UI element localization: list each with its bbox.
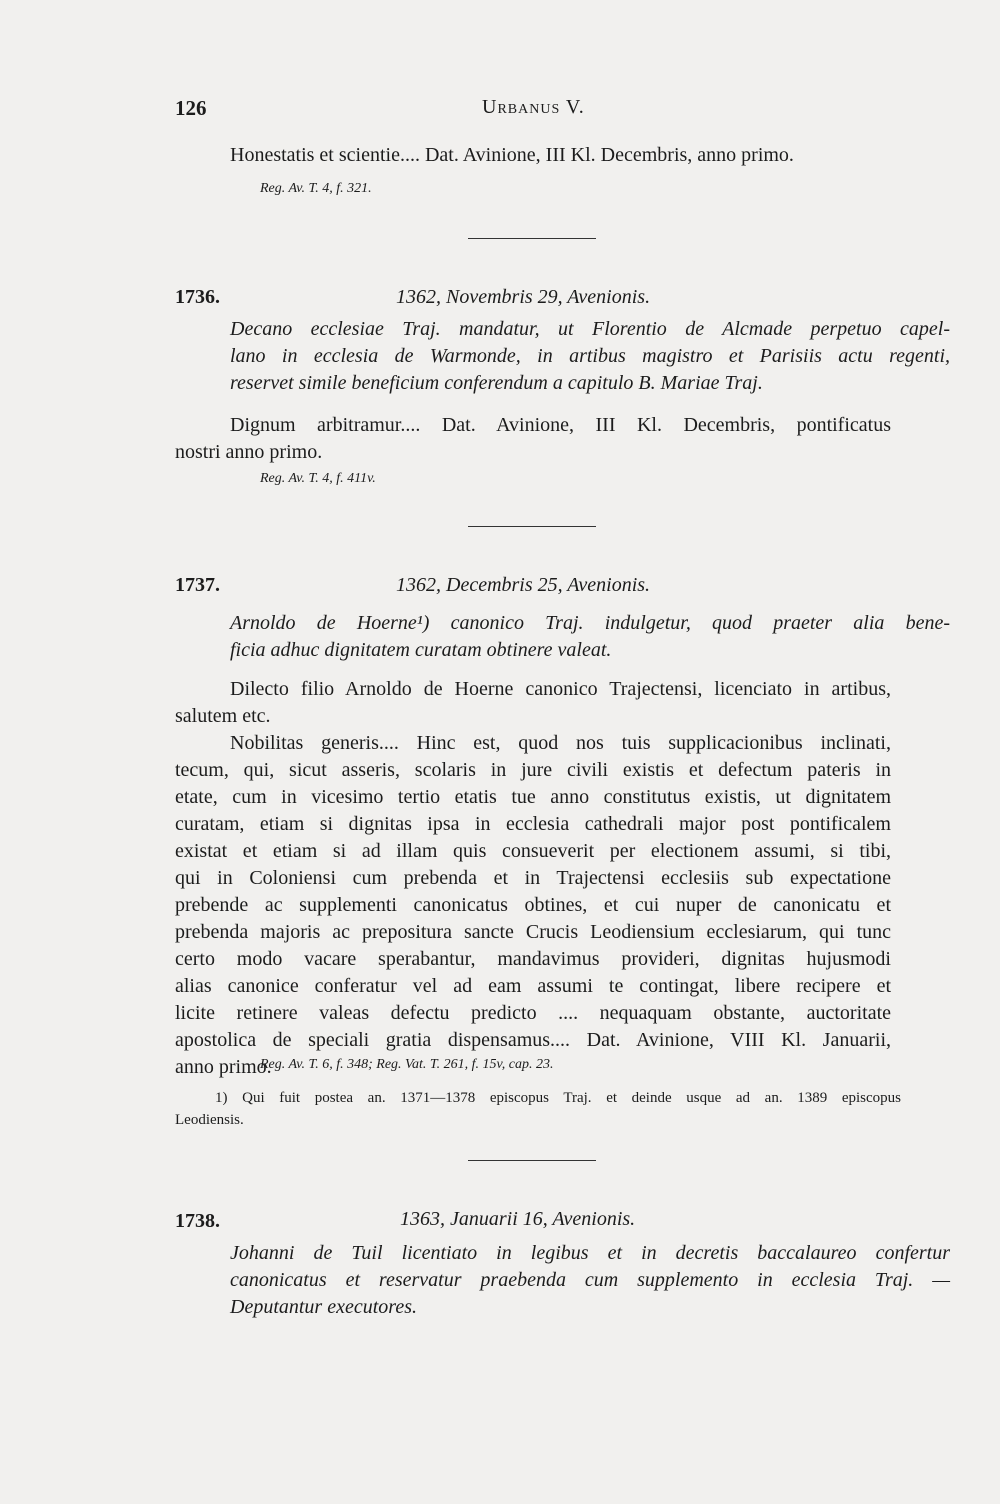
body-line: qui in Coloniensi cum prebenda et in Trajectensi ecclesiis sub expectatione (175, 867, 891, 889)
body-line: certo modo vacare sperabantur, mandavimus provideri, dignitas hujusmodi (175, 948, 891, 970)
text-line: Dignum arbitramur.... Dat. Avinione, III Kl. Decembris, pontificatus (230, 414, 891, 436)
body-line: salutem etc. (175, 705, 271, 727)
summary-line: Decano ecclesiae Traj. mandatur, ut Florentio de Alcmade perpetuo capel- (230, 318, 950, 340)
entry-number-1737: 1737. (175, 574, 220, 596)
entry-number-1736: 1736. (175, 286, 220, 308)
body-line: etate, cum in vicesimo tertio etatis tue anno constitutus existis, ut dignitatem (175, 786, 891, 808)
body-line: curatam, etiam si dignitas ipsa in ecclesia cathedrali major post pontificalem (175, 813, 891, 835)
body-line: Nobilitas generis.... Hinc est, quod nos tuis supplicacionibus inclinati, (230, 732, 891, 754)
text-line: nostri anno primo. (175, 441, 323, 463)
body-line: prebenda majoris ac prepositura sancte Crucis Leodiensium ecclesiarum, qui tunc (175, 921, 891, 943)
summary-line: lano in ecclesia de Warmonde, in artibus magistro et Parisiis actu regenti, (230, 345, 950, 367)
continuation-text: Honestatis et scientie.... Dat. Avinione, III Kl. Decembris, anno primo. (230, 144, 794, 166)
entry-summary-1738 (230, 1240, 950, 1321)
body-line: prebende ac supplementi canonicatus obtines, et cui nuper de canonicatu et (175, 894, 891, 916)
page-number: 126 (175, 96, 207, 120)
separator-rule (468, 526, 596, 527)
summary-line: Arnoldo de Hoerne¹) canonico Traj. indulgetur, quod praeter alia bene- (230, 612, 950, 634)
continuation-reference: Reg. Av. T. 4, f. 321. (260, 181, 372, 196)
separator-rule (468, 1160, 596, 1161)
entry-reference-1736: Reg. Av. T. 4, f. 411v. (260, 471, 376, 486)
entry-text-1736 (175, 412, 891, 466)
body-line: apostolica de speciali gratia dispensamus.... Dat. Avinione, VIII Kl. Januarii, (175, 1029, 891, 1051)
entry-date-1737: 1362, Decembris 25, Avenionis. (396, 574, 651, 596)
entry-reference-1737: Reg. Av. T. 6, f. 348; Reg. Vat. T. 261, f. 15v, cap. 23. (260, 1057, 554, 1072)
separator-rule (468, 238, 596, 239)
body-line: anno primo. (175, 1056, 272, 1078)
entry-number-1738: 1738. (175, 1210, 220, 1232)
entry-summary-1737 (230, 610, 950, 664)
body-line: alias canonice conferatur vel ad eam assumi te contingat, libere recipere et (175, 975, 891, 997)
entry-body-1737 (175, 676, 891, 1081)
summary-line: Johanni de Tuil licentiato in legibus et in decretis baccalaureo confertur (230, 1242, 950, 1264)
body-line: existat et etiam si ad illam quis consueverit per electionem assumi, si tibi, (175, 840, 891, 862)
summary-line: Deputantur executores. (230, 1296, 417, 1318)
entry-date-1736: 1362, Novembris 29, Avenionis. (396, 286, 651, 308)
summary-line: canonicatus et reservatur praebenda cum supplemento in ecclesia Traj. — (230, 1269, 950, 1291)
running-title: Urbanus V. (482, 96, 585, 118)
footnote (175, 1087, 901, 1131)
entry-date-1738: 1363, Januarii 16, Avenionis. (400, 1208, 636, 1230)
entry-summary-1736 (230, 316, 950, 397)
summary-line: ficia adhuc dignitatem curatam obtinere valeat. (230, 639, 612, 661)
summary-line: reservet simile beneficium conferendum a capitulo B. Mariae Traj. (230, 372, 763, 394)
footnote-line: 1) Qui fuit postea an. 1371—1378 episcopus Traj. et deinde usque ad an. 1389 episcopus (215, 1090, 901, 1106)
body-line: tecum, qui, sicut asseris, scolaris in jure civili existis et defectum pateris in (175, 759, 891, 781)
footnote-line: Leodiensis. (175, 1112, 244, 1128)
body-line: licite retinere valeas defectu predicto .... nequaquam obstante, auctoritate (175, 1002, 891, 1024)
body-line: Dilecto filio Arnoldo de Hoerne canonico Trajectensi, licenciato in artibus, (230, 678, 891, 700)
